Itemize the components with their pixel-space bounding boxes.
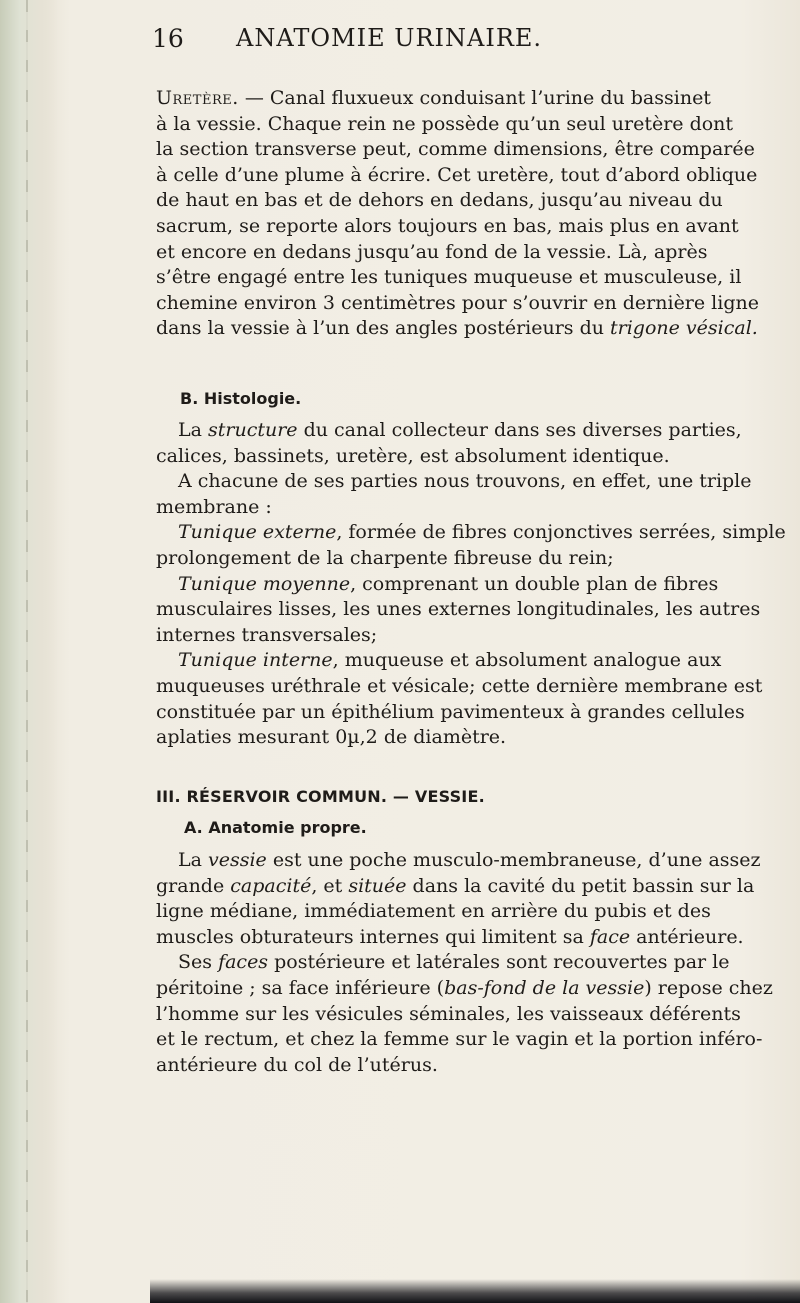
vessie-line: La vessie est une poche musculo-membraneuse, d’une assez [178, 849, 761, 871]
faces-line: péritoine ; sa face inférieure (bas-fond de la vessie) repose chez [156, 976, 773, 999]
uretere-line: dans la vessie à l’un des angles postérieurs du trigone vésical. [156, 317, 758, 340]
structure-line: calices, bassinets, uretère, est absolument identique. [156, 444, 670, 467]
trigone-term: trigone vésical. [610, 317, 758, 340]
page-header [152, 24, 788, 56]
vessie-section-heading: III. RÉSERVOIR COMMUN. — VESSIE. [156, 787, 485, 806]
page-number: 16 [152, 24, 184, 53]
tunique-moyenne-line: internes transversales; [156, 623, 378, 646]
histologie-heading: B. Histologie. [180, 389, 302, 408]
running-title: ANATOMIE URINAIRE. [236, 24, 543, 52]
uretere-line: de haut en bas et de dehors en dedans, jusqu’au niveau du [156, 189, 723, 212]
vessie-line: muscles obturateurs internes qui limitent sa face antérieure. [156, 925, 744, 948]
uretere-line: et encore en dedans jusqu’au fond de la vessie. Là, après [156, 240, 708, 263]
faces-line: antérieure du col de l’utérus. [156, 1053, 438, 1076]
structure-line: La structure du canal collecteur dans ses diverses parties, [178, 419, 742, 441]
tunique-interne-line: muqueuses uréthrale et vésicale; cette dernière membrane est [156, 674, 763, 697]
tunique-interne-line: constituée par un épithélium pavimenteux à grandes cellules [156, 700, 745, 723]
membrane-line: A chacune de ses parties nous trouvons, en effet, une triple [178, 470, 752, 493]
faces-line: l’homme sur les vésicules séminales, les vaisseaux déférents [156, 1002, 741, 1025]
tunique-moyenne-line: musculaires lisses, les unes externes longitudinales, les autres [156, 598, 761, 621]
faces-line: Ses faces postérieure et latérales sont recouvertes par le [178, 951, 730, 974]
tunique-externe-line: prolongement de la charpente fibreuse du rein; [156, 546, 614, 569]
tunique-interne-term: Tunique interne [178, 649, 333, 672]
tunique-externe-term: Tunique externe [178, 521, 337, 544]
tunique-moyenne-term: Tunique moyenne [178, 572, 351, 595]
vessie-line: grande capacité, et située dans la cavité du petit bassin sur la [156, 874, 755, 897]
faces-term: faces [218, 951, 269, 974]
structure-term: structure [207, 419, 298, 441]
tunique-moyenne-line: Tunique moyenne, comprenant un double plan de fibres [178, 572, 719, 595]
face-term: face [589, 925, 631, 948]
tunique-interne-line: Tunique interne, muqueuse et absolument analogue aux [178, 649, 722, 672]
uretere-paragraph [156, 86, 786, 342]
uretere-line: chemine environ 3 centimètres pour s’ouvrir en dernière ligne [156, 291, 759, 314]
scan-bottom-shadow [150, 1279, 800, 1303]
tunique-interne-line: aplaties mesurant 0µ,2 de diamètre. [156, 726, 507, 749]
bas-fond-term: bas-fond de la vessie [444, 976, 645, 999]
histologie-paragraphs [156, 418, 786, 751]
book-binding-edge [0, 0, 58, 1303]
capacite-term: capacité [230, 874, 312, 897]
vessie-term: vessie [207, 849, 267, 871]
uretere-line: à celle d’une plume à écrire. Cet uretère, tout d’abord oblique [156, 163, 758, 186]
uretere-term: Uretère. [156, 87, 239, 109]
membrane-line: membrane : [156, 495, 272, 518]
uretere-line: Uretère. — Canal fluxueux conduisant l’urine du bassinet [156, 87, 711, 109]
uretere-line: s’être engagé entre les tuniques muqueuse et musculeuse, il [156, 266, 742, 289]
situee-term: située [348, 874, 407, 897]
uretere-line: la section transverse peut, comme dimensions, être comparée [156, 138, 755, 161]
tunique-externe-line: Tunique externe, formée de fibres conjonctives serrées, simple [178, 521, 786, 544]
uretere-line: sacrum, se reporte alors toujours en bas, mais plus en avant [156, 214, 739, 237]
vessie-paragraphs [156, 848, 786, 1078]
uretere-line: à la vessie. Chaque rein ne possède qu’un seul uretère dont [156, 112, 734, 135]
faces-line: et le rectum, et chez la femme sur le vagin et la portion inféro- [156, 1028, 763, 1051]
anatomie-propre-heading: A. Anatomie propre. [184, 818, 367, 837]
vessie-line: ligne médiane, immédiatement en arrière du pubis et des [156, 900, 711, 923]
